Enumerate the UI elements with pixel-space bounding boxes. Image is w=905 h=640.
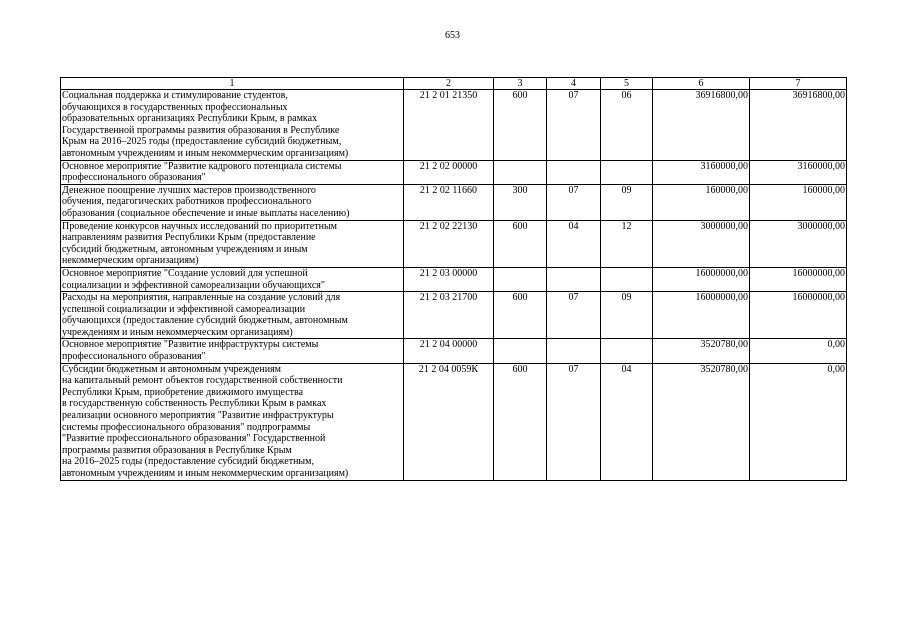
table-row bbox=[61, 160, 847, 184]
column-header: 5 bbox=[601, 78, 653, 90]
row-name-line: на 2016–2025 годы (предоставление субсидий бюджетным, bbox=[62, 456, 314, 468]
row-name-line: в государственную собственность Республики Крым в рамках bbox=[62, 398, 327, 410]
row-name-line: Основное мероприятие "Развитие инфраструктуры системы bbox=[62, 339, 319, 351]
row-name-line: Расходы на мероприятия, направленные на создание условий для bbox=[62, 292, 341, 304]
amount-cell: 0,00 bbox=[750, 363, 847, 480]
budget-table bbox=[60, 77, 847, 481]
row-name-line: учреждениям и иным некоммерческим организациям) bbox=[62, 326, 293, 338]
row-name-cell bbox=[61, 339, 404, 363]
target-article-cell: 21 2 04 00000 bbox=[404, 339, 494, 363]
subsection-cell bbox=[601, 267, 653, 291]
row-name-line: Социальная поддержка и стимулирование студентов, bbox=[62, 90, 288, 101]
row-name-cell bbox=[61, 292, 404, 339]
table-row bbox=[61, 339, 847, 363]
expense-type-cell bbox=[494, 339, 547, 363]
row-name-line: субсидий бюджетным, автономным учреждениям и иным bbox=[62, 243, 308, 255]
target-article-cell: 21 2 04 0059К bbox=[404, 363, 494, 480]
row-name-cell bbox=[61, 220, 404, 267]
row-name-line: Денежное поощрение лучших мастеров производственного bbox=[62, 184, 316, 196]
expense-type-cell bbox=[494, 267, 547, 291]
table-row bbox=[61, 292, 847, 339]
row-name-line: направлениям развития Республики Крым (предоставление bbox=[62, 232, 316, 244]
column-header: 3 bbox=[494, 78, 547, 90]
table-row bbox=[61, 220, 847, 267]
expense-type-cell: 600 bbox=[494, 90, 547, 161]
amount-cell: 16000000,00 bbox=[750, 292, 847, 339]
amount-cell: 3160000,00 bbox=[750, 160, 847, 184]
row-name-line: обучающихся (предоставление субсидий бюджетным, автономным bbox=[62, 315, 348, 327]
amount-cell: 16000000,00 bbox=[653, 267, 750, 291]
expense-type-cell bbox=[494, 160, 547, 184]
amount-cell: 3000000,00 bbox=[750, 220, 847, 267]
section-cell: 04 bbox=[547, 220, 601, 267]
subsection-cell: 06 bbox=[601, 90, 653, 161]
row-name-line: успешной социализации и эффективной самореализации bbox=[62, 303, 306, 315]
header-row bbox=[61, 78, 847, 90]
section-cell: 07 bbox=[547, 363, 601, 480]
row-name-line: некоммерческим организациям) bbox=[62, 255, 199, 267]
row-name-line: Крым на 2016–2025 годы (предоставление субсидий бюджетным, bbox=[62, 136, 342, 148]
target-article-cell: 21 2 03 21700 bbox=[404, 292, 494, 339]
subsection-cell bbox=[601, 339, 653, 363]
table-row bbox=[61, 267, 847, 291]
row-name-line: обучения, педагогических работников профессионального bbox=[62, 196, 312, 208]
row-name-line: системы профессионального образования" подпрограммы bbox=[62, 421, 311, 433]
table-row bbox=[61, 184, 847, 220]
row-name-line: социализации и эффективной самореализации обучающихся" bbox=[62, 279, 325, 291]
amount-cell: 3000000,00 bbox=[653, 220, 750, 267]
amount-cell: 0,00 bbox=[750, 339, 847, 363]
row-name-line: Основное мероприятие "Создание условий для успешной bbox=[62, 267, 308, 279]
row-name-line: "Развитие профессионального образования" Государственной bbox=[62, 433, 326, 445]
section-cell: 07 bbox=[547, 292, 601, 339]
amount-cell: 36916800,00 bbox=[653, 90, 750, 161]
column-header: 6 bbox=[653, 78, 750, 90]
column-header: 2 bbox=[404, 78, 494, 90]
amount-cell: 16000000,00 bbox=[653, 292, 750, 339]
row-name-line: реализации основного мероприятия "Развитие инфраструктуры bbox=[62, 410, 334, 422]
row-name-cell bbox=[61, 267, 404, 291]
table-row bbox=[61, 363, 847, 480]
subsection-cell: 12 bbox=[601, 220, 653, 267]
row-name-line: Субсидии бюджетным и автономным учреждениям bbox=[62, 363, 282, 375]
section-cell: 07 bbox=[547, 184, 601, 220]
row-name-line: Основное мероприятие "Развитие кадрового потенциала системы bbox=[62, 160, 342, 172]
row-name-line: образования (социальное обеспечение и иные выплаты населению) bbox=[62, 207, 350, 219]
section-cell: 07 bbox=[547, 90, 601, 161]
subsection-cell: 09 bbox=[601, 184, 653, 220]
subsection-cell bbox=[601, 160, 653, 184]
row-name-line: образовательных организациях Республики Крым, в рамках bbox=[62, 113, 318, 125]
row-name-line: Проведение конкурсов научных исследований по приоритетным bbox=[62, 220, 337, 232]
expense-type-cell: 600 bbox=[494, 292, 547, 339]
row-name-cell bbox=[61, 90, 404, 161]
expense-type-cell: 300 bbox=[494, 184, 547, 220]
table-row bbox=[61, 90, 847, 161]
row-name-line: Государственной программы развития образования в Республике bbox=[62, 124, 340, 136]
row-name-cell bbox=[61, 184, 404, 220]
amount-cell: 160000,00 bbox=[653, 184, 750, 220]
column-header: 7 bbox=[750, 78, 847, 90]
amount-cell: 3520780,00 bbox=[653, 339, 750, 363]
amount-cell: 3520780,00 bbox=[653, 363, 750, 480]
target-article-cell: 21 2 02 00000 bbox=[404, 160, 494, 184]
row-name-line: профессионального образования" bbox=[62, 351, 206, 363]
expense-type-cell: 600 bbox=[494, 220, 547, 267]
target-article-cell: 21 2 03 00000 bbox=[404, 267, 494, 291]
target-article-cell: 21 2 02 11660 bbox=[404, 184, 494, 220]
section-cell bbox=[547, 160, 601, 184]
section-cell bbox=[547, 339, 601, 363]
row-name-cell bbox=[61, 363, 404, 480]
subsection-cell: 04 bbox=[601, 363, 653, 480]
row-name-line: автономным учреждениям и иным некоммерческим организациям) bbox=[62, 147, 349, 159]
column-header: 4 bbox=[547, 78, 601, 90]
amount-cell: 36916800,00 bbox=[750, 90, 847, 161]
row-name-line: программы развития образования в Республике Крым bbox=[62, 444, 292, 456]
subsection-cell: 09 bbox=[601, 292, 653, 339]
column-header: 1 bbox=[61, 78, 404, 90]
amount-cell: 3160000,00 bbox=[653, 160, 750, 184]
row-name-line: автономным учреждениям и иным некоммерческим организациям) bbox=[62, 468, 349, 479]
row-name-line: обучающихся в государственных профессиональных bbox=[62, 101, 288, 113]
row-name-line: на капитальный ремонт объектов государственной собственности bbox=[62, 375, 343, 387]
section-cell bbox=[547, 267, 601, 291]
row-name-cell bbox=[61, 160, 404, 184]
target-article-cell: 21 2 02 22130 bbox=[404, 220, 494, 267]
page-number: 653 bbox=[445, 30, 460, 41]
amount-cell: 160000,00 bbox=[750, 184, 847, 220]
row-name-line: профессионального образования" bbox=[62, 172, 206, 184]
amount-cell: 16000000,00 bbox=[750, 267, 847, 291]
target-article-cell: 21 2 01 21350 bbox=[404, 90, 494, 161]
row-name-line: Республики Крым, приобретение движимого имущества bbox=[62, 386, 304, 398]
expense-type-cell: 600 bbox=[494, 363, 547, 480]
